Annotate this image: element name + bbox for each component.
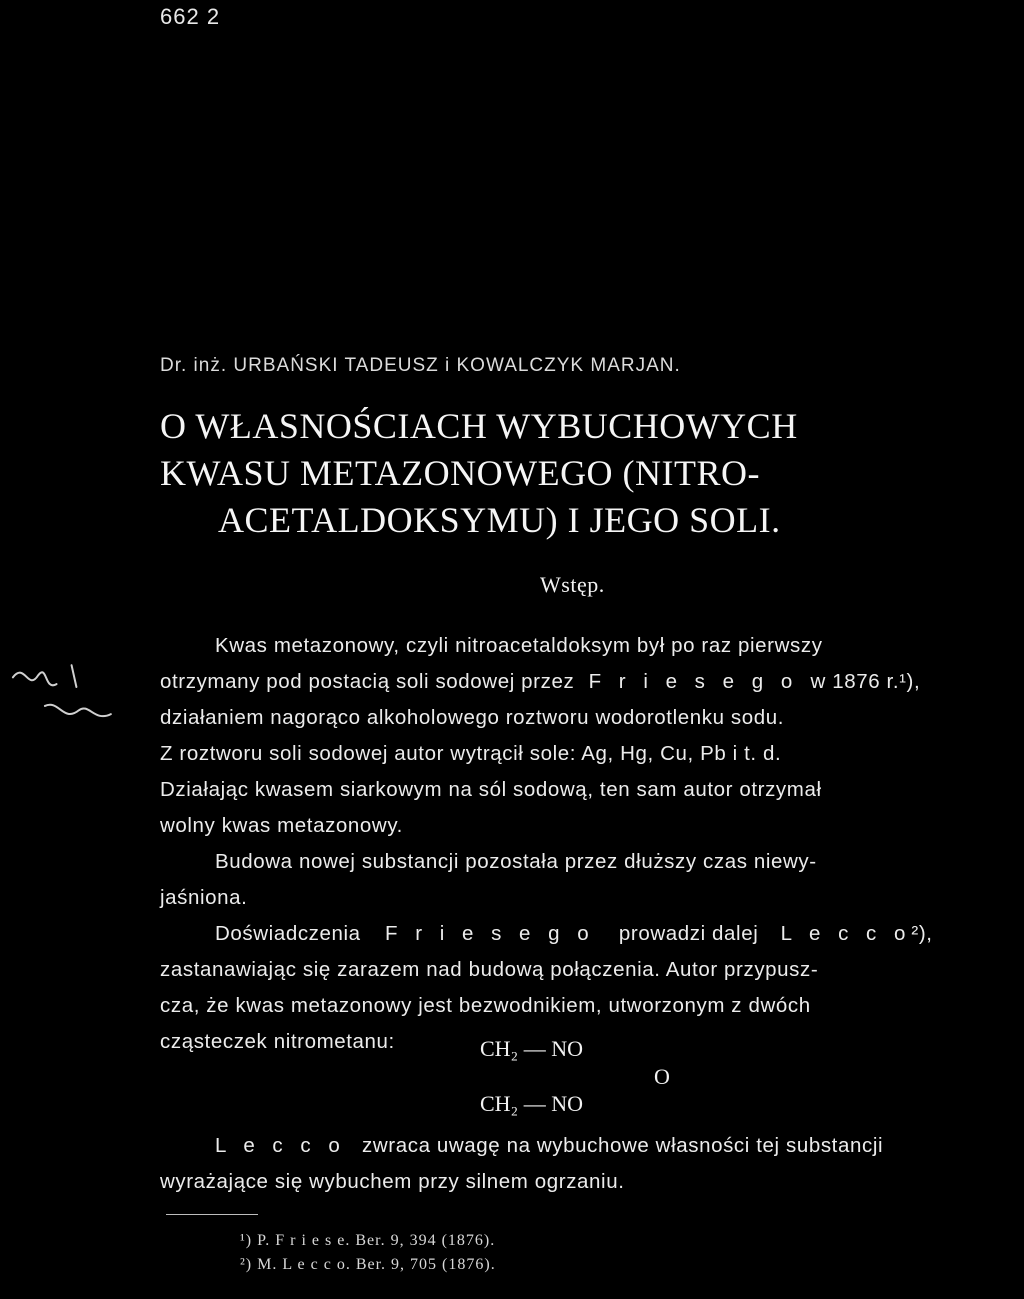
- handwriting-scribble-icon: [0, 647, 131, 754]
- authors: Dr. inż. URBAŃSKI TADEUSZ i KOWALCZYK MARJAN.: [160, 355, 681, 376]
- paragraph-line: cza, że kwas metazonowy jest bezwodnikiem, utworzonym z dwóch: [160, 994, 811, 1017]
- paragraph-line: [215, 922, 933, 946]
- title-line-2: KWASU METAZONOWEGO (NITRO-: [160, 453, 761, 493]
- footnote: ¹) P. F r i e s e. Ber. 9, 394 (1876).: [240, 1232, 496, 1249]
- author-name-spaced: F r i e s e g o: [588, 670, 799, 693]
- author-name-spaced: L e c c o: [215, 1134, 346, 1157]
- author-name-spaced: F r i e s e g o: [384, 922, 595, 945]
- formula-line-2: CH₂ — NO: [480, 1091, 584, 1116]
- paragraph-line: zastanawiając się zarazem nad budową połączenia. Autor przypusz-: [160, 958, 819, 981]
- paragraph-line: Budowa nowej substancji pozostała przez dłuższy czas niewy-: [215, 850, 817, 873]
- paragraph-text: ²),: [911, 922, 933, 945]
- handwritten-margin-note: [0, 647, 131, 760]
- author-name-spaced: L e c c o: [780, 922, 912, 945]
- page-number: 662 2: [160, 4, 221, 29]
- paragraph-line: Działając kwasem siarkowym na sól sodową, ten sam autor otrzymał: [160, 778, 822, 801]
- title-line-1: O WŁASNOŚCIACH WYBUCHOWYCH: [160, 406, 798, 446]
- paragraph-line: wyrażające się wybuchem przy silnem ogrzaniu.: [160, 1170, 625, 1193]
- paragraph-line: [215, 1134, 883, 1158]
- paragraph-line: Z roztworu soli sodowej autor wytrącił sole: Ag, Hg, Cu, Pb i t. d.: [160, 742, 782, 765]
- paragraph-line: działaniem nagorąco alkoholowego roztworu wodorotlenku sodu.: [160, 706, 785, 729]
- formula-oxygen: O: [654, 1064, 670, 1089]
- paragraph-text: zwraca uwagę na wybuchowe własności tej substancji: [362, 1134, 884, 1157]
- paragraph-line: Kwas metazonowy, czyli nitroacetaldoksym był po raz pierwszy: [215, 634, 823, 657]
- paragraph-line: wolny kwas metazonowy.: [160, 814, 403, 837]
- title-line-3: ACETALDOKSYMU) I JEGO SOLI.: [218, 500, 781, 540]
- formula-line-1: CH₂ — NO: [480, 1036, 584, 1061]
- paragraph-line: jaśniona.: [160, 886, 248, 909]
- paragraph-text: w 1876 r.¹),: [810, 670, 921, 693]
- paragraph-text: Doświadczenia: [215, 922, 361, 945]
- paragraph-text: prowadzi dalej: [618, 922, 759, 945]
- paragraph-text: otrzymany pod postacią soli sodowej przez: [160, 670, 575, 693]
- paragraph-line: [160, 670, 920, 694]
- footnote-divider: [166, 1214, 258, 1215]
- footnote: ²) M. L e c c o. Ber. 9, 705 (1876).: [240, 1256, 496, 1273]
- section-heading: Wstęp.: [540, 572, 605, 597]
- paragraph-line: cząsteczek nitrometanu:: [160, 1030, 395, 1053]
